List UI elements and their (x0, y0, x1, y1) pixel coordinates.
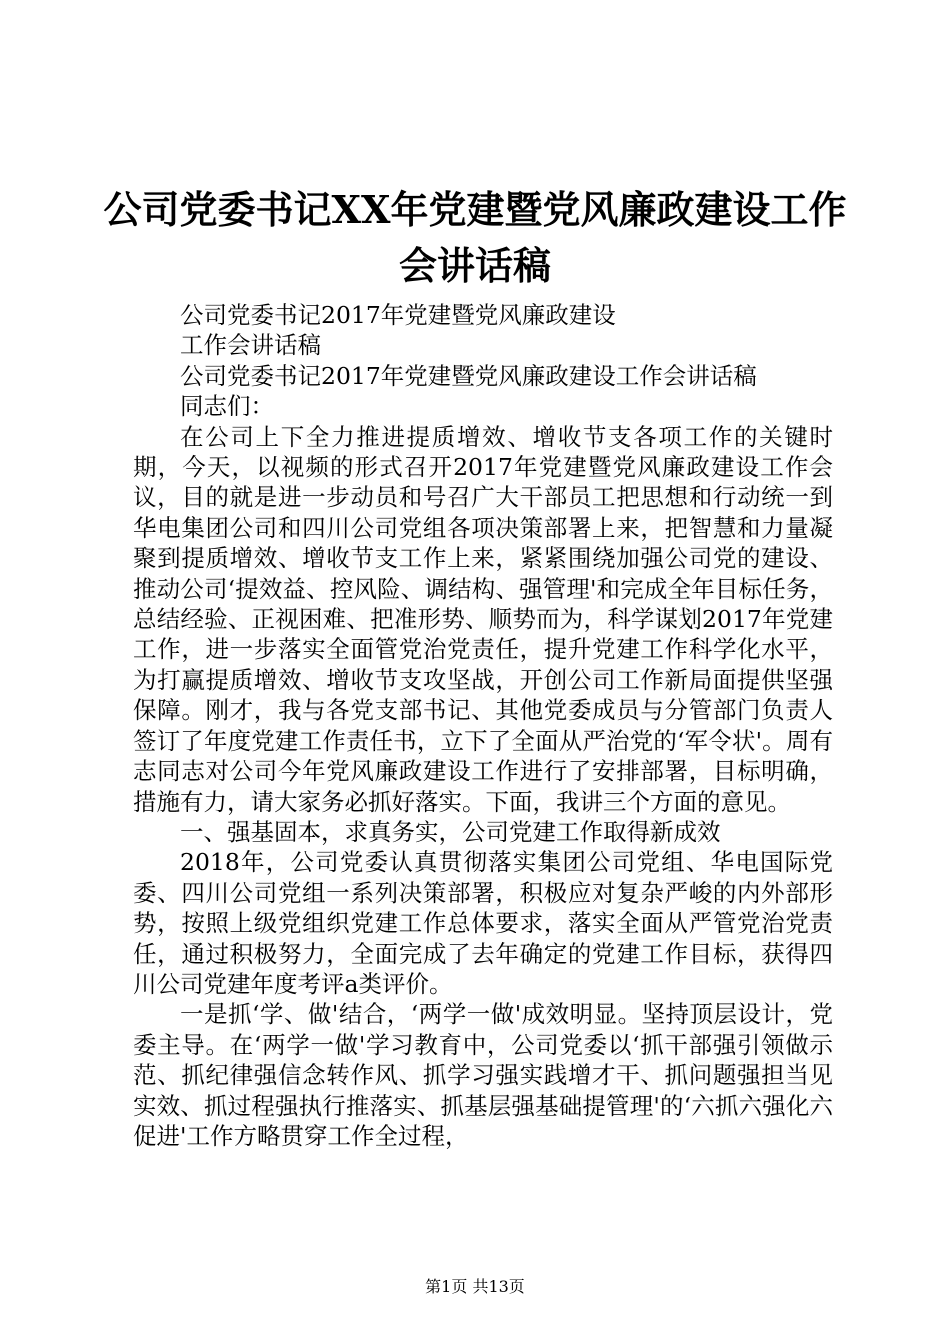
subtitle-line-1: 公司党委书记2017年党建暨党风廉政建设 (180, 301, 616, 329)
page-footer: 第1页 共13页 (425, 1277, 525, 1296)
document-body (133, 300, 833, 1151)
paragraph-point-1: 一是抓‘学、做'结合，‘两学一做'成效明显。坚持顶层设计，党委主导。在‘两学一做'学习教育中，公司党委以‘抓干部强引领做示范、抓纪律强信念转作风、抓学习强实践增才干、抓问题强担当见实效、抓过程强执行推落实、抓基层强基础提管理'的‘六抓六强化六促进'工作方略贯穿工作全过程， (133, 1000, 833, 1150)
subtitle-full: 公司党委书记2017年党建暨党风廉政建设工作会讲话稿 (180, 361, 757, 390)
document-title-line-1: 公司党委书记XX年党建暨党风廉政建设工作 (103, 187, 847, 232)
section-heading-1: 一、强基固本，求真务实，公司党建工作取得新成效 (180, 817, 721, 846)
subtitle-line-2: 工作会讲话稿 (180, 331, 321, 360)
paragraph-intro: 在公司上下全力推进提质增效、增收节支各项工作的关键时期，今天，以视频的形式召开2017年党建暨党风廉政建设工作会议，目的就是进一步动员和号召广大干部员工把思想和行动统一到华电集团公司和四川公司党组各项决策部署上来，把智慧和力量凝聚到提质增效、增收节支工作上来，紧紧围绕加强公司党的建设、推动公司‘提效益、控风险、调结构、强管理'和完成全年目标任务，总结经验、正视困难、把准形势、顺势而为，科学谋划2017年党建工作，进一步落实全面管党治党责任，提升党建工作科学化水平，为打赢提质增效、增收节支攻坚战，开创公司工作新局面提供坚强保障。刚才，我与各党支部书记、其他党委成员与分管部门负责人签订了年度党建工作责任书，立下了全面从严治党的‘军令状'。周有志同志对公司今年党风廉政建设工作进行了安排部署，目标明确，措施有力，请大家务必抓好落实。下面，我讲三个方面的意见。 (133, 422, 833, 816)
salutation: 同志们： (180, 392, 274, 421)
document-title-line-2: 会讲话稿 (398, 243, 551, 288)
paragraph-2018-summary: 2018年，公司党委认真贯彻落实集团公司党组、华电国际党委、四川公司党组一系列决策部署，积极应对复杂严峻的内外部形势，按照上级党组织党建工作总体要求，落实全面从严管党治党责任，通过积极努力，全面完成了去年确定的党建工作目标，获得四川公司党建年度考评a类评价。 (133, 848, 833, 998)
